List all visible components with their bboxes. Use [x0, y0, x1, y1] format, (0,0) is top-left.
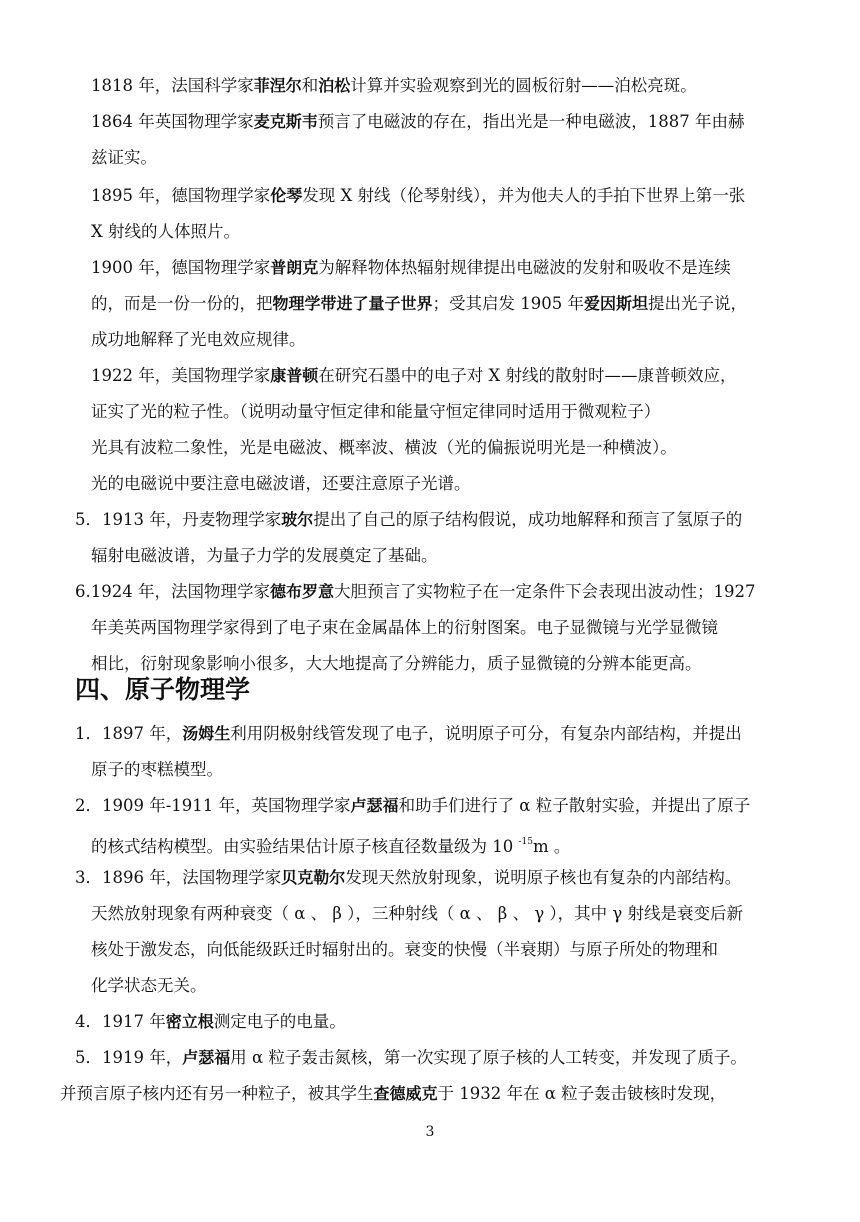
item-debroglie-cont: 年美英两国物理学家得到了电子束在金属晶体上的衍射图案。电子显微镜与光学显微镜 [91, 618, 718, 637]
line-spectrum: 光的电磁说中要注意电磁波谱，还要注意原子光谱。 [91, 474, 471, 493]
section-heading: 四、原子物理学 [75, 675, 251, 704]
item-debroglie-cont2: 相比，衍射现象影响小很多，大大地提高了分辨能力，质子显微镜的分辨本能更高。 [91, 654, 702, 673]
item-debroglie: 6.1924 年，法国物理学家德布罗意大胆预言了实物粒子在一定条件下会表现出波动性；1927 [75, 582, 756, 601]
line-fresnel-poisson: 1818 年，法国科学家菲涅尔和泊松计算并实验观察到光的圆板衍射——泊松亮斑。 [91, 76, 697, 95]
line-maxwell: 1864 年英国物理学家麦克斯韦预言了电磁波的存在，指出光是一种电磁波，1887 年由赫 [91, 112, 745, 131]
item-bohr-cont: 辐射电磁波谱，为量子力学的发展奠定了基础。 [91, 546, 438, 565]
item-thomson-cont: 原子的枣糕模型。 [91, 760, 223, 779]
line-roentgen: 1895 年，德国物理学家伦琴发现 X 射线（伦琴射线），并为他夫人的手拍下世界上第一张 [91, 186, 746, 205]
line-planck-cont: 的，而是一份一份的，把物理学带进了量子世界；受其启发 1905 年爱因斯坦提出光子说， [91, 294, 748, 313]
item-rutherford-scattering: 2．1909 年-1911 年，英国物理学家卢瑟福和助手们进行了 α 粒子散射实验，并提出了原子 [75, 796, 751, 815]
exponent: -15 [518, 837, 533, 847]
item-becquerel-cont2: 核处于激发态，向低能级跃迁时辐射出的。衰变的快慢（半衰期）与原子所处的物理和 [91, 940, 718, 959]
item-thomson: 1．1897 年，汤姆生利用阴极射线管发现了电子，说明原子可分，有复杂内部结构，并提出 [75, 724, 742, 743]
item-chadwick: 并预言原子核内还有另一种粒子，被其学生查德威克于 1932 年在 α 粒子轰击铍核时发现， [60, 1084, 727, 1103]
line-wave-particle: 光具有波粒二象性，光是电磁波、概率波、横波（光的偏振说明光是一种横波）。 [91, 438, 677, 457]
line-planck-cont2: 成功地解释了光电效应规律。 [91, 330, 306, 349]
item-becquerel: 3．1896 年，法国物理学家贝克勒尔发现天然放射现象，说明原子核也有复杂的内部结构。 [75, 868, 742, 887]
line-roentgen-cont: X 射线的人体照片。 [91, 222, 240, 241]
item-becquerel-cont3: 化学状态无关。 [91, 976, 207, 995]
line-planck: 1900 年，德国物理学家普朗克为解释物体热辐射规律提出电磁波的发射和吸收不是连续 [91, 258, 731, 277]
line-compton: 1922 年，美国物理学家康普顿在研究石墨中的电子对 X 射线的散射时——康普顿效应， [91, 366, 737, 385]
item-becquerel-cont: 天然放射现象有两种衰变（ α 、 β ），三种射线（ α 、 β 、 γ ），其中 γ 射线是衰变后新 [91, 904, 744, 923]
item-rutherford-cont: 的核式结构模型。由实验结果估计原子核直径数量级为 10 $^{-15}$m 。 [91, 837, 571, 856]
line-maxwell-cont: 兹证实。 [91, 148, 157, 167]
page-number: 3 [425, 1124, 435, 1140]
item-bohr: 5．1913 年，丹麦物理学家玻尔提出了自己的原子结构假说，成功地解释和预言了氢原子的 [75, 510, 743, 529]
line-compton-cont: 证实了光的粒子性。（说明动量守恒定律和能量守恒定律同时适用于微观粒子） [91, 402, 661, 421]
item-millikan: 4．1917 年密立根测定电子的电量。 [75, 1012, 346, 1031]
item-rutherford-proton: 5．1919 年，卢瑟福用 α 粒子轰击氮核，第一次实现了原子核的人工转变，并发现了质子。 [75, 1048, 747, 1067]
